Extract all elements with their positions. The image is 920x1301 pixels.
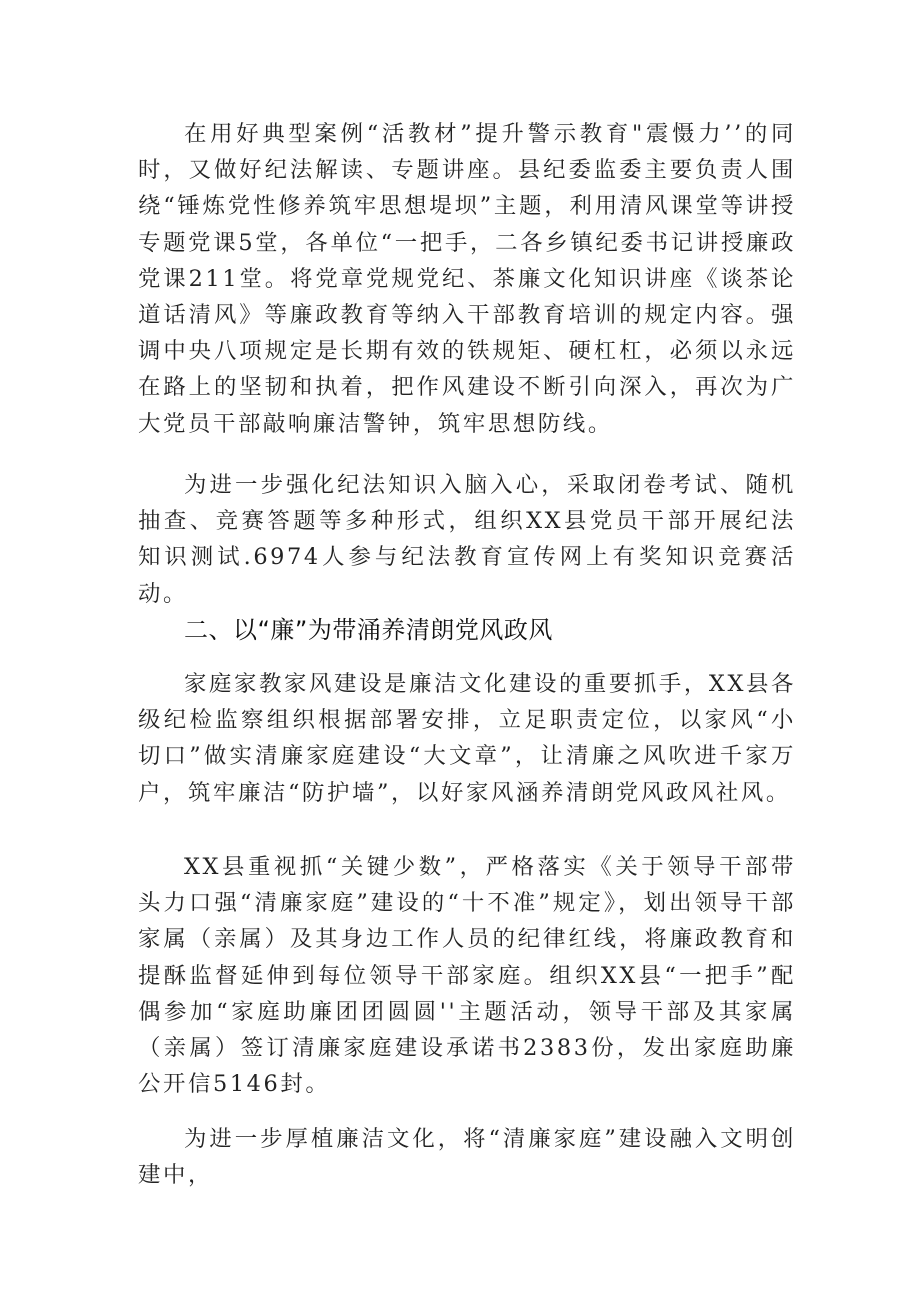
paragraph-3: 家庭家教家风建设是廉洁文化建设的重要抓手，XX县各级纪检监察组织根据部署安排，立足职责定位，以家风“小切口”做实清廉家庭建设“大文章”，让清廉之风吹进千家万户，筑牢廉洁“防护墙”，以好家风涵养清朗党风政风社风。: [138, 671, 796, 806]
paragraph-1: 在用好典型案例“活教材”提升警示教育"震慑力’’的同时，又做好纪法解读、专题讲座。县纪委监委主要负责人围绕“锤炼党性修养筑牢思想堤坝”主题，利用清风课堂等讲授专题党课5堂，各单位“一把手，二各乡镇纪委书记讲授廉政党课211堂。将党章党规党纪、茶廉文化知识讲座《谈茶论道话清风》等廉政教育等纳入干部教育培训的规定内容。强调中央八项规定是长期有效的铁规矩、硬杠杠，必须以永远在路上的坚韧和执着，把作风建设不断引向深入，再次为广大党员干部敲响廉洁警钟，筑牢思想防线。: [138, 121, 796, 437]
paragraph-2: 为进一步强化纪法知识入脑入心，采取闭卷考试、随机抽查、竞赛答题等多种形式，组织XX县党员干部开展纪法知识测试.6974人参与纪法教育宣传网上有奖知识竞赛活动。: [138, 472, 796, 607]
paragraph-4: XX县重视抓“关键少数”，严格落实《关于领导干部带头力口强“清廉家庭”建设的“十不准”规定》，划出领导干部家属（亲属）及其身边工作人员的纪律红线，将廉政教育和提酥监督延伸到每位领导干部家庭。组织XX县“一把手”配偶参加“家庭助廉团团圆圆''主题活动，领导干部及其家属（亲属）签订清廉家庭建设承诺书2383份，发出家庭助廉公开信5146封。: [138, 854, 796, 1098]
section-heading: 二、以“廉”为带涌养清朗党风政风: [184, 616, 553, 644]
paragraph-5: 为进一步厚植廉洁文化，将“清廉家庭”建设融入文明创建中，: [138, 1126, 796, 1189]
